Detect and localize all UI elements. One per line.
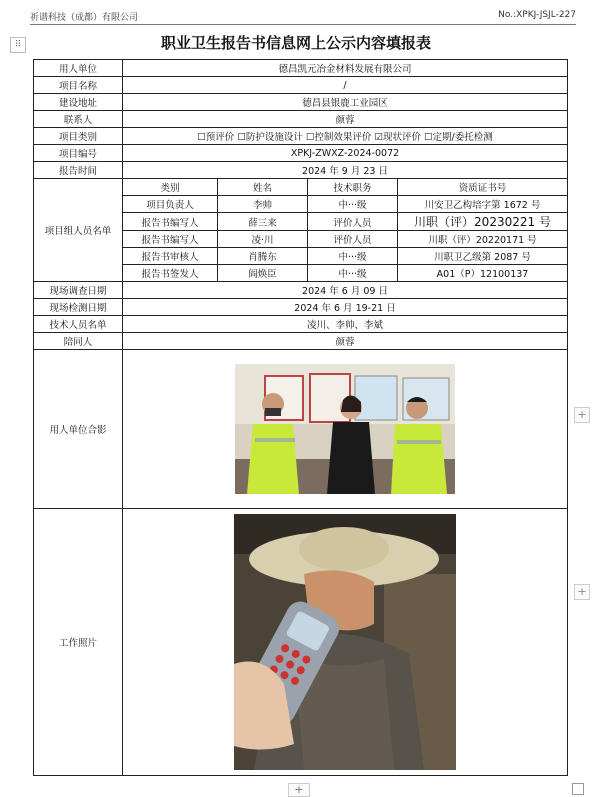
table-resize-handle[interactable] <box>572 783 584 795</box>
team-member-cert[interactable]: 川职卫乙级第 2087 号 <box>398 248 568 265</box>
team-member-title[interactable]: 中···级 <box>308 265 398 282</box>
team-label: 项目组人员名单 <box>34 179 123 282</box>
table-row <box>34 128 568 145</box>
companion-label: 陪同人 <box>34 333 123 350</box>
group-photo-cell <box>123 350 568 509</box>
team-member-name[interactable]: 肖腾东 <box>218 248 308 265</box>
group-photo[interactable] <box>235 364 455 494</box>
table-row <box>34 282 568 299</box>
category-option-periodic-test[interactable]: ☐定期/委托检测 <box>424 132 493 143</box>
contact-label: 联系人 <box>34 111 123 128</box>
category-options <box>123 128 568 145</box>
team-member-name[interactable]: 薛三来 <box>218 213 308 231</box>
table-row <box>34 77 568 94</box>
category-label: 项目类别 <box>34 128 123 145</box>
table-row <box>34 60 568 77</box>
team-member-title[interactable]: 中···级 <box>308 196 398 213</box>
table-row <box>34 299 568 316</box>
team-member-cert[interactable]: A01（P）12100137 <box>398 265 568 282</box>
team-member-title[interactable]: 中···级 <box>308 248 398 265</box>
team-member-role[interactable]: 报告书编写人 <box>123 213 218 231</box>
table-row <box>34 111 568 128</box>
add-column-button[interactable]: + <box>574 407 590 423</box>
project-name-label: 项目名称 <box>34 77 123 94</box>
team-member-role[interactable]: 项目负责人 <box>123 196 218 213</box>
survey-date-value[interactable]: 2024 年 6 月 09 日 <box>123 282 568 299</box>
page-header <box>30 8 576 25</box>
project-no-label: 项目编号 <box>34 145 123 162</box>
team-header-category: 类别 <box>123 179 218 196</box>
table-row <box>34 509 568 776</box>
team-member-role[interactable]: 报告书审核人 <box>123 248 218 265</box>
project-no-value[interactable]: XPKJ-ZWXZ-2024-0072 <box>123 145 568 162</box>
table-row <box>34 350 568 509</box>
add-column-button-lower[interactable]: + <box>574 584 590 600</box>
category-option-status-eval[interactable]: ☑现状评价 <box>374 132 421 143</box>
team-member-cert[interactable]: 川职（评）20220171 号 <box>398 231 568 248</box>
team-member-name[interactable]: 凌·川 <box>218 231 308 248</box>
employer-label: 用人单位 <box>34 60 123 77</box>
team-member-cert[interactable]: 川安卫乙构培字第 1672 号 <box>398 196 568 213</box>
team-member-name[interactable]: 阎焕臣 <box>218 265 308 282</box>
address-value[interactable]: 德昌县银鹿工业园区 <box>123 94 568 111</box>
table-row <box>34 179 568 196</box>
table-row <box>34 94 568 111</box>
team-header-title: 技术职务 <box>308 179 398 196</box>
staff-value[interactable]: 凌川、李帅、李斌 <box>123 316 568 333</box>
team-member-name[interactable]: 李帅 <box>218 196 308 213</box>
team-header-name: 姓名 <box>218 179 308 196</box>
report-time-label: 报告时间 <box>34 162 123 179</box>
project-name-value[interactable]: / <box>123 77 568 94</box>
employer-value[interactable]: 德昌凯元冶金材料发展有限公司 <box>123 60 568 77</box>
document-number: No.:XPKJ-JSJL-227 <box>498 10 576 20</box>
work-photo-cell <box>123 509 568 776</box>
test-date-value[interactable]: 2024 年 6 月 19-21 日 <box>123 299 568 316</box>
team-member-title[interactable]: 评价人员 <box>308 213 398 231</box>
address-label: 建设地址 <box>34 94 123 111</box>
table-row <box>34 316 568 333</box>
test-date-label: 现场检测日期 <box>34 299 123 316</box>
survey-date-label: 现场调查日期 <box>34 282 123 299</box>
team-member-role[interactable]: 报告书编写人 <box>123 231 218 248</box>
group-photo-label: 用人单位合影 <box>34 350 123 509</box>
team-member-title[interactable]: 评价人员 <box>308 231 398 248</box>
category-option-control-effect[interactable]: ☐控制效果评价 <box>305 132 372 143</box>
category-option-pre-eval[interactable]: ☐预评价 <box>197 132 235 143</box>
team-member-cert[interactable]: 川职（评）20230221 号 <box>398 213 568 231</box>
team-header-cert: 资质证书号 <box>398 179 568 196</box>
table-row <box>34 145 568 162</box>
company-name: 祈谱科技（成都）有限公司 <box>30 13 139 23</box>
companion-value[interactable]: 颜蓉 <box>123 333 568 350</box>
table-row <box>34 333 568 350</box>
staff-label: 技术人员名单 <box>34 316 123 333</box>
team-member-role[interactable]: 报告书签发人 <box>123 265 218 282</box>
page-title: 职业卫生报告书信息网上公示内容填报表 <box>160 34 431 52</box>
work-photo-label: 工作照片 <box>34 509 123 776</box>
contact-value[interactable]: 颜蓉 <box>123 111 568 128</box>
report-time-value[interactable]: 2024 年 9 月 23 日 <box>123 162 568 179</box>
table-move-handle[interactable]: ⠿ <box>10 37 26 53</box>
table-row <box>34 162 568 179</box>
add-row-button[interactable]: + <box>288 783 310 797</box>
report-form-table <box>33 59 568 776</box>
category-option-protection-design[interactable]: ☐防护设施设计 <box>237 132 303 143</box>
work-photo[interactable] <box>234 514 456 770</box>
